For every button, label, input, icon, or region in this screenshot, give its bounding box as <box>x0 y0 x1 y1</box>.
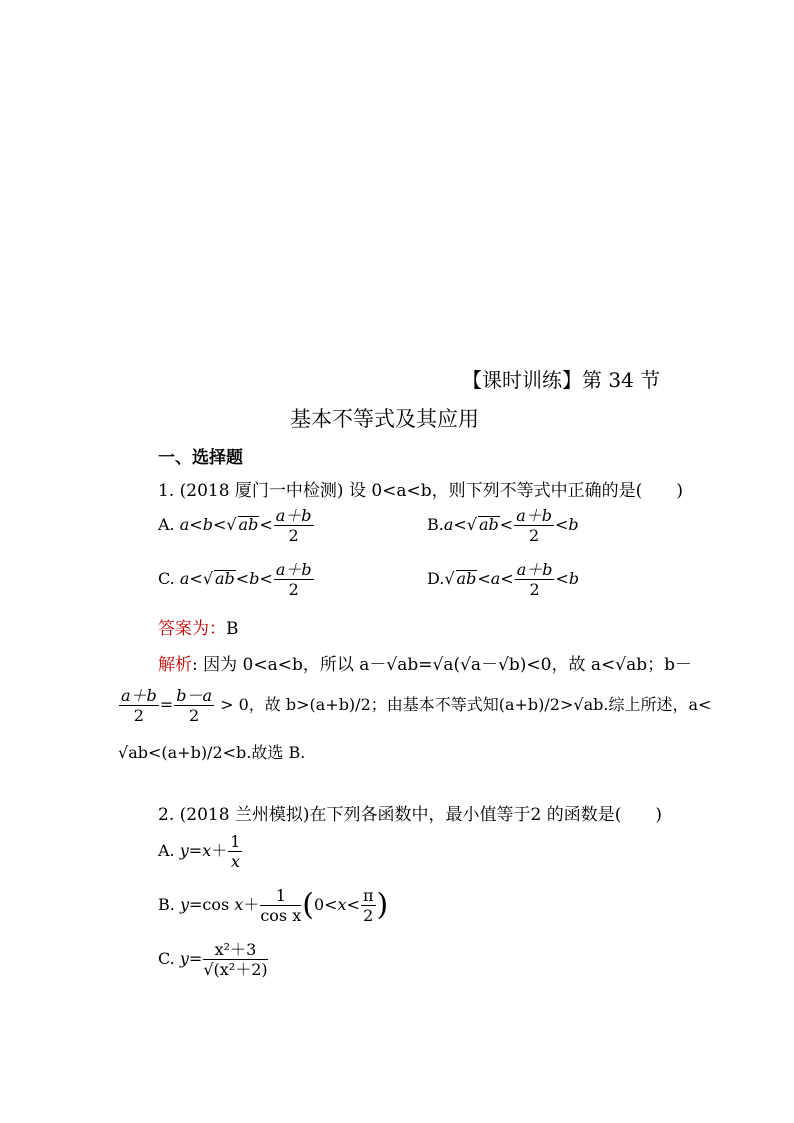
page-subtitle: 基本不等式及其应用 <box>290 407 479 431</box>
analysis-label: 解析 <box>158 655 192 675</box>
q1-option-d: D.√ ab<a< $\frac{a+b}{2}$ <b <box>427 560 580 599</box>
answer-value: B <box>226 619 239 639</box>
q1-analysis-line-3: √ab<(a+b)/2<b.故选 B. <box>118 743 306 762</box>
q2-option-b: B. y=cos x＋ $\frac{1}{\text{cos x}}$ (0<x< $\frac{\pi}{2}$ ) <box>158 886 389 925</box>
q1-option-b: B.a<√ ab< $\frac{a+b}{2}$ <b <box>427 506 579 545</box>
lesson-title: 【课时训练】第 34 节 <box>462 368 661 392</box>
answer-label: 答案为： <box>158 619 226 639</box>
section-heading: 一、选择题 <box>158 448 243 468</box>
question-2-stem: 2. (2018 兰州模拟)在下列各函数中，最小值等于2 的函数是( ) <box>158 805 663 825</box>
q1-analysis-line-2: $\frac{a+b}{2}$ = $\frac{b-a}{2}$ > 0，故 b>(a+b)/2；由基本不等式知(a+b)/2>√ab.综上所述，a< <box>121 686 712 725</box>
q1-option-a: A. a<b<√ ab< $\frac{a+b}{2}$ <box>158 506 312 545</box>
q2-option-c: C. y= $\frac{\text{x²＋3}}{\text{√(x²＋2)}}$ <box>158 940 268 979</box>
q1-analysis-line-1: 解析: 因为 0<a<b，所以 a－√ab=√a(√a－√b)<0，故 a<√ab；b－ <box>158 655 692 675</box>
q2-option-a: A. y=x＋ $\frac{1}{x}$ <box>158 832 241 871</box>
q1-option-c: C. a<√ ab<b< $\frac{a+b}{2}$ <box>158 560 312 599</box>
q1-answer <box>158 614 239 639</box>
question-1-stem: 1. (2018 厦门一中检测) 设 0<a<b，则下列不等式中正确的是( ) <box>158 481 683 501</box>
